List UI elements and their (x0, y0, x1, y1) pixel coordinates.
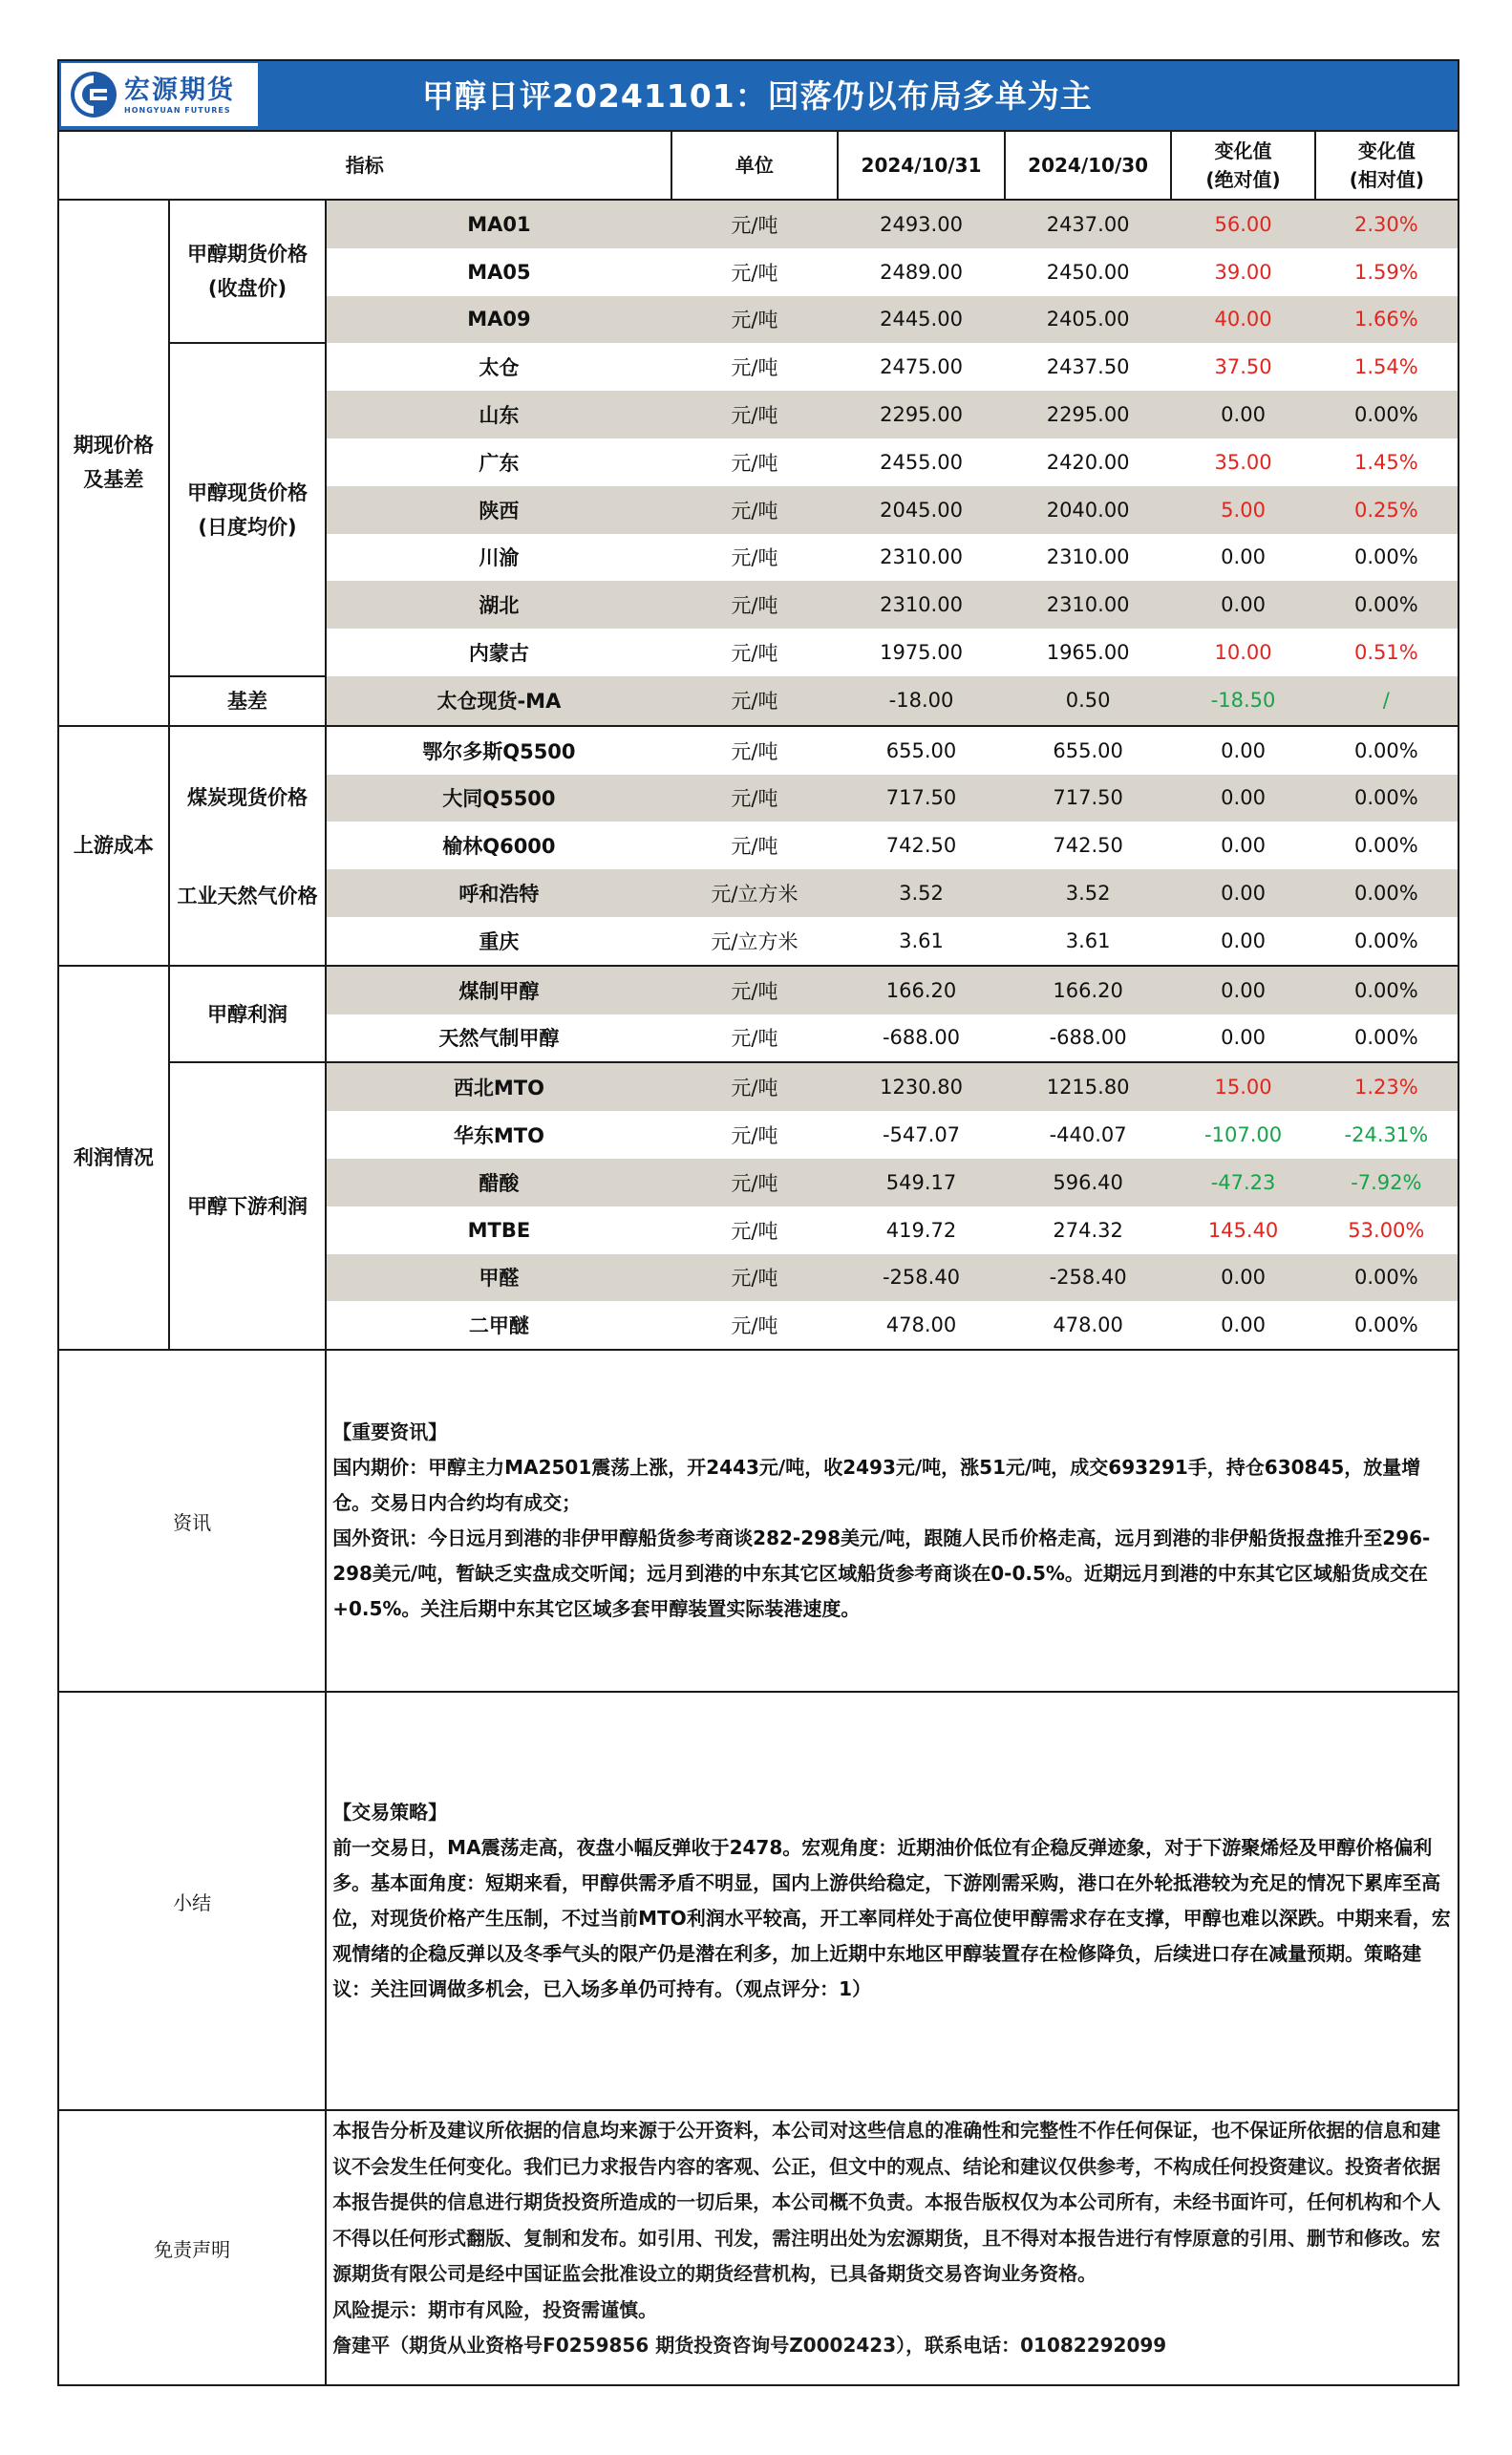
value-date1: -688.00 (882, 1026, 961, 1050)
rel-change: 53.00% (1315, 1206, 1459, 1254)
value-date1: 1975.00 (880, 641, 963, 665)
value-date2: -440.07 (1049, 1123, 1127, 1147)
indicator-name: 醋酸 (326, 1159, 671, 1206)
indicator-name: 内蒙古 (468, 642, 529, 666)
methanol-daily-report (57, 59, 1459, 2386)
abs-change: -47.23 (1171, 1159, 1314, 1206)
company-logo (61, 63, 258, 126)
unit-cell: 元/吨 (731, 451, 778, 475)
col-header-unit: 单位 (671, 131, 839, 200)
unit-cell: 元/吨 (671, 966, 839, 1014)
rel-change: 0.00% (1315, 917, 1459, 966)
value-date1: -258.40 (838, 1254, 1005, 1302)
unit-cell: 元/吨 (731, 835, 778, 859)
unit-cell: 元/吨 (671, 1062, 839, 1111)
rel-change: -7.92% (1315, 1159, 1459, 1206)
news-label: 资讯 (58, 1350, 326, 1692)
indicator-name: 甲醛 (326, 1254, 671, 1302)
abs-change: 35.00 (1214, 450, 1272, 474)
unit-cell: 元/吨 (731, 1027, 778, 1051)
abs-change: 37.50 (1214, 355, 1272, 379)
abs-change: -18.50 (1171, 676, 1314, 726)
indicator-name: MTBE (467, 1218, 531, 1242)
rel-change: 0.00% (1315, 534, 1459, 582)
value-date1: 549.17 (838, 1159, 1005, 1206)
table-header-row (58, 131, 1459, 200)
rel-change: 0.51% (1315, 629, 1459, 676)
value-date1: -18.00 (838, 676, 1005, 726)
abs-change: 0.00 (1171, 391, 1314, 438)
news-content (326, 1350, 1459, 1692)
indicator-name: 天然气制甲醇 (438, 1027, 560, 1051)
value-date2: 2405.00 (1005, 296, 1172, 344)
indicator-name: 煤制甲醇 (326, 966, 671, 1014)
value-date2: -258.40 (1005, 1254, 1172, 1302)
abs-change: 0.00 (1221, 929, 1266, 952)
table-row (58, 200, 1459, 248)
rel-change: 1.23% (1315, 1062, 1459, 1111)
page-title: 甲醇日评20241101：回落仍以布局多单为主 (422, 77, 1093, 115)
abs-change: 0.00 (1221, 545, 1266, 569)
value-date2: 742.50 (1053, 834, 1123, 858)
value-date1: 3.52 (838, 869, 1005, 917)
value-date1: 2445.00 (838, 296, 1005, 344)
logo-english-name: HONGYUAN FUTURES (124, 105, 231, 115)
summary-content (326, 1692, 1459, 2110)
rel-change: -24.31% (1315, 1111, 1459, 1159)
value-date1: 3.61 (899, 929, 944, 952)
indicator-name: 二甲醚 (468, 1314, 529, 1338)
unit-cell: 元/吨 (731, 356, 778, 380)
unit-cell: 元/吨 (671, 676, 839, 726)
unit-cell: 元/吨 (731, 1124, 778, 1148)
rel-change: 2.30% (1315, 200, 1459, 248)
indicator-name: MA01 (326, 200, 671, 248)
abs-change: 40.00 (1171, 296, 1314, 344)
value-date2: 1965.00 (1046, 641, 1130, 665)
unit-cell: 元/吨 (671, 726, 839, 775)
abs-change: 0.00 (1221, 1026, 1266, 1050)
indicator-name: 西北MTO (326, 1062, 671, 1111)
value-date2: 2040.00 (1005, 486, 1172, 534)
value-date1: 717.50 (838, 775, 1005, 822)
indicator-name: 大同Q5500 (326, 775, 671, 822)
value-date2: 0.50 (1005, 676, 1172, 726)
disclaimer-content (326, 2110, 1459, 2385)
summary-heading: 【交易策略】 (332, 1801, 448, 1825)
abs-change: 145.40 (1207, 1218, 1279, 1242)
rel-change: 0.25% (1315, 486, 1459, 534)
value-date2: 2437.50 (1046, 355, 1130, 379)
value-date1: 1230.80 (838, 1062, 1005, 1111)
table-row (58, 966, 1459, 1014)
analyst-info: 詹建平（期货从业资格号F0259856 期货投资咨询号Z0002423），联系电话：01082292099 (332, 2334, 1167, 2358)
value-date2: 2310.00 (1046, 545, 1130, 569)
rel-change: 0.00% (1315, 391, 1459, 438)
indicator-name: 榆林Q6000 (442, 835, 556, 859)
indicator-name: 华东MTO (453, 1124, 544, 1148)
table-row (58, 343, 1459, 391)
value-date2: 3.61 (1065, 929, 1111, 952)
abs-change: 0.00 (1221, 1313, 1266, 1337)
value-date1: -547.07 (882, 1123, 961, 1147)
value-date1: 2493.00 (838, 200, 1005, 248)
unit-cell: 元/吨 (671, 391, 839, 438)
value-date2: 717.50 (1005, 775, 1172, 822)
abs-change: 0.00 (1171, 775, 1314, 822)
col-header-rel-change: 变化值 (相对值) (1315, 131, 1459, 200)
indicator-table (57, 130, 1459, 2386)
rel-change: 0.00% (1315, 726, 1459, 775)
abs-change: 56.00 (1171, 200, 1314, 248)
value-date1: 2045.00 (838, 486, 1005, 534)
value-date2: 2295.00 (1005, 391, 1172, 438)
group-spot-basis: 期现价格 及基差 (58, 200, 169, 726)
summary-label: 小结 (58, 1692, 326, 2110)
value-date1: 2310.00 (880, 545, 963, 569)
subgroup-spot-price: 甲醇现货价格 (日度均价) (169, 343, 326, 676)
abs-change: 15.00 (1171, 1062, 1314, 1111)
abs-change: -107.00 (1204, 1123, 1283, 1147)
subgroup-gas-price: 工业天然气价格 (169, 869, 326, 966)
indicator-name: MA05 (467, 260, 531, 284)
col-header-indicator: 指标 (58, 131, 671, 200)
rel-change: 0.00% (1315, 1014, 1459, 1063)
summary-text: 前一交易日，MA震荡走高，夜盘小幅反弹收于2478。宏观角度：近期油价低位有企稳反弹迹象，对于下游聚烯烃及甲醇价格偏利多。基本面角度：短期来看，甲醇供需矛盾不明显，国内上游供给稳定，下游刚需采购，港口在外轮抵港较为充足的情况下累库至高位，对现货价格产生压制，不过当前MTO利润水平较高，开工率同样处于高位使甲醇需求存在支撑，甲醇也难以深跌。中期来看，宏观情绪的企稳反弹以及冬季气头的限产仍是潜在利多，加上近期中东地区甲醇装置存在检修降负，后续进口存在减量预期。策略建议：关注回调做多机会，已入场多单仍可持有。（观点评分：1） (332, 1836, 1451, 2001)
value-date2: 2310.00 (1005, 581, 1172, 629)
unit-cell: 元/吨 (731, 1219, 778, 1243)
table-row (58, 676, 1459, 726)
unit-cell: 元/吨 (671, 486, 839, 534)
rel-change: 0.00% (1315, 966, 1459, 1014)
rel-change: 1.54% (1315, 343, 1459, 391)
indicator-name: MA09 (326, 296, 671, 344)
rel-change: / (1315, 676, 1459, 726)
value-date2: -688.00 (1049, 1026, 1127, 1050)
logo-chinese-name: 宏源期货 (124, 75, 235, 105)
risk-warning: 风险提示：期市有风险，投资需谨慎。 (332, 2297, 658, 2321)
news-overseas: 国外资讯：今日远月到港的非伊甲醇船货参考商谈282-298美元/吨，跟随人民币价格走高，远月到港的非伊船货报盘推升至296-298美元/吨，暂缺乏实盘成交听闻；远月到港的中东其它区域船货参考商谈在0-0.5%。近期远月到港的中东其它区域船货成交在+0.5%。关注后期中东其它区域多套甲醇装置实际装港速度。 (332, 1526, 1431, 1621)
subgroup-methanol-profit: 甲醇利润 (169, 966, 326, 1063)
value-date2: 2437.00 (1005, 200, 1172, 248)
indicator-name: 太仓 (479, 356, 520, 380)
disclaimer-label: 免责声明 (58, 2110, 326, 2385)
unit-cell: 元/立方米 (671, 869, 839, 917)
rel-change: 0.00% (1315, 581, 1459, 629)
news-domestic: 国内期价：甲醇主力MA2501震荡上涨，开2443元/吨，收2493元/吨，涨51元/吨，成交693291手，持仓630845，放量增仓。交易日内合约均有成交； (332, 1456, 1421, 1515)
subgroup-downstream-profit: 甲醇下游利润 (169, 1062, 326, 1350)
indicator-name: 鄂尔多斯Q5500 (326, 726, 671, 775)
unit-cell: 元/吨 (731, 642, 778, 666)
indicator-name: 重庆 (479, 929, 520, 953)
abs-change: 0.00 (1171, 1254, 1314, 1302)
indicator-name: 呼和浩特 (326, 869, 671, 917)
value-date1: 742.50 (885, 834, 957, 858)
value-date2: 274.32 (1053, 1218, 1123, 1242)
abs-change: 0.00 (1171, 726, 1314, 775)
rel-change: 0.00% (1315, 1301, 1459, 1350)
table-row (58, 869, 1459, 917)
subgroup-coal-price: 煤炭现货价格 (169, 726, 326, 869)
value-date1: 2310.00 (838, 581, 1005, 629)
unit-cell: 元/吨 (671, 775, 839, 822)
indicator-name: 太仓现货-MA (326, 676, 671, 726)
col-header-abs-change: 变化值 (绝对值) (1171, 131, 1314, 200)
col-header-date2: 2024/10/30 (1005, 131, 1172, 200)
disclaimer-text: 本报告分析及建议所依据的信息均来源于公开资料，本公司对这些信息的准确性和完整性不作任何保证，也不保证所依据的信息和建议不会发生任何变化。我们已力求报告内容的客观、公正，但文中的观点、结论和建议仅供参考，不构成任何投资建议。投资者依据本报告提供的信息进行期货投资所造成的一切后果，本公司概不负责。本报告版权仅为本公司所有，未经书面许可，任何机构和个人不得以任何形式翻版、复制和发布。如引用、刊发，需注明出处为宏源期货，且不得对本报告进行有悖原意的引用、删节和修改。宏源期货有限公司是经中国证监会批准设立的期货经营机构，已具备期货交易咨询业务资格。 (332, 2119, 1441, 2286)
hongyuan-logo-icon (69, 70, 118, 119)
group-profit: 利润情况 (58, 966, 169, 1350)
subgroup-futures-price: 甲醇期货价格 (收盘价) (169, 200, 326, 343)
indicator-name: 陕西 (326, 486, 671, 534)
unit-cell: 元/吨 (671, 581, 839, 629)
abs-change: 0.00 (1171, 966, 1314, 1014)
value-date2: 596.40 (1005, 1159, 1172, 1206)
value-date1: 2455.00 (880, 450, 963, 474)
value-date1: 166.20 (838, 966, 1005, 1014)
unit-cell: 元/吨 (731, 546, 778, 570)
report-header (57, 59, 1459, 130)
value-date1: 419.72 (885, 1218, 957, 1242)
value-date1: 655.00 (838, 726, 1005, 775)
unit-cell: 元/吨 (731, 261, 778, 285)
table-row (58, 1062, 1459, 1111)
rel-change: 0.00% (1315, 869, 1459, 917)
value-date2: 655.00 (1005, 726, 1172, 775)
value-date2: 478.00 (1053, 1313, 1123, 1337)
abs-change: 39.00 (1214, 260, 1272, 284)
indicator-name: 山东 (326, 391, 671, 438)
indicator-name: 广东 (479, 451, 520, 475)
table-row (58, 726, 1459, 775)
value-date2: 3.52 (1005, 869, 1172, 917)
abs-change: 10.00 (1214, 641, 1272, 665)
rel-change: 0.00% (1315, 1254, 1459, 1302)
subgroup-basis: 基差 (169, 676, 326, 726)
unit-cell: 元/吨 (671, 1159, 839, 1206)
value-date1: 2475.00 (880, 355, 963, 379)
rel-change: 1.66% (1315, 296, 1459, 344)
unit-cell: 元/吨 (671, 200, 839, 248)
col-header-date1: 2024/10/31 (838, 131, 1005, 200)
value-date2: 2450.00 (1046, 260, 1130, 284)
rel-change: 1.45% (1315, 438, 1459, 486)
rel-change: 1.59% (1315, 248, 1459, 296)
value-date1: 2295.00 (838, 391, 1005, 438)
indicator-name: 川渝 (479, 546, 520, 570)
abs-change: 0.00 (1171, 581, 1314, 629)
abs-change: 0.00 (1171, 869, 1314, 917)
value-date2: 2420.00 (1046, 450, 1130, 474)
unit-cell: 元/吨 (671, 1254, 839, 1302)
rel-change: 0.00% (1315, 822, 1459, 869)
news-heading: 【重要资讯】 (332, 1420, 448, 1444)
abs-change: 5.00 (1171, 486, 1314, 534)
unit-cell: 元/立方米 (711, 929, 799, 953)
unit-cell: 元/吨 (731, 1314, 778, 1338)
abs-change: 0.00 (1221, 834, 1266, 858)
value-date1: 2489.00 (880, 260, 963, 284)
value-date2: 1215.80 (1005, 1062, 1172, 1111)
unit-cell: 元/吨 (671, 296, 839, 344)
group-upstream-cost: 上游成本 (58, 726, 169, 966)
rel-change: 0.00% (1315, 775, 1459, 822)
value-date1: 478.00 (885, 1313, 957, 1337)
indicator-name: 湖北 (326, 581, 671, 629)
value-date2: 166.20 (1005, 966, 1172, 1014)
